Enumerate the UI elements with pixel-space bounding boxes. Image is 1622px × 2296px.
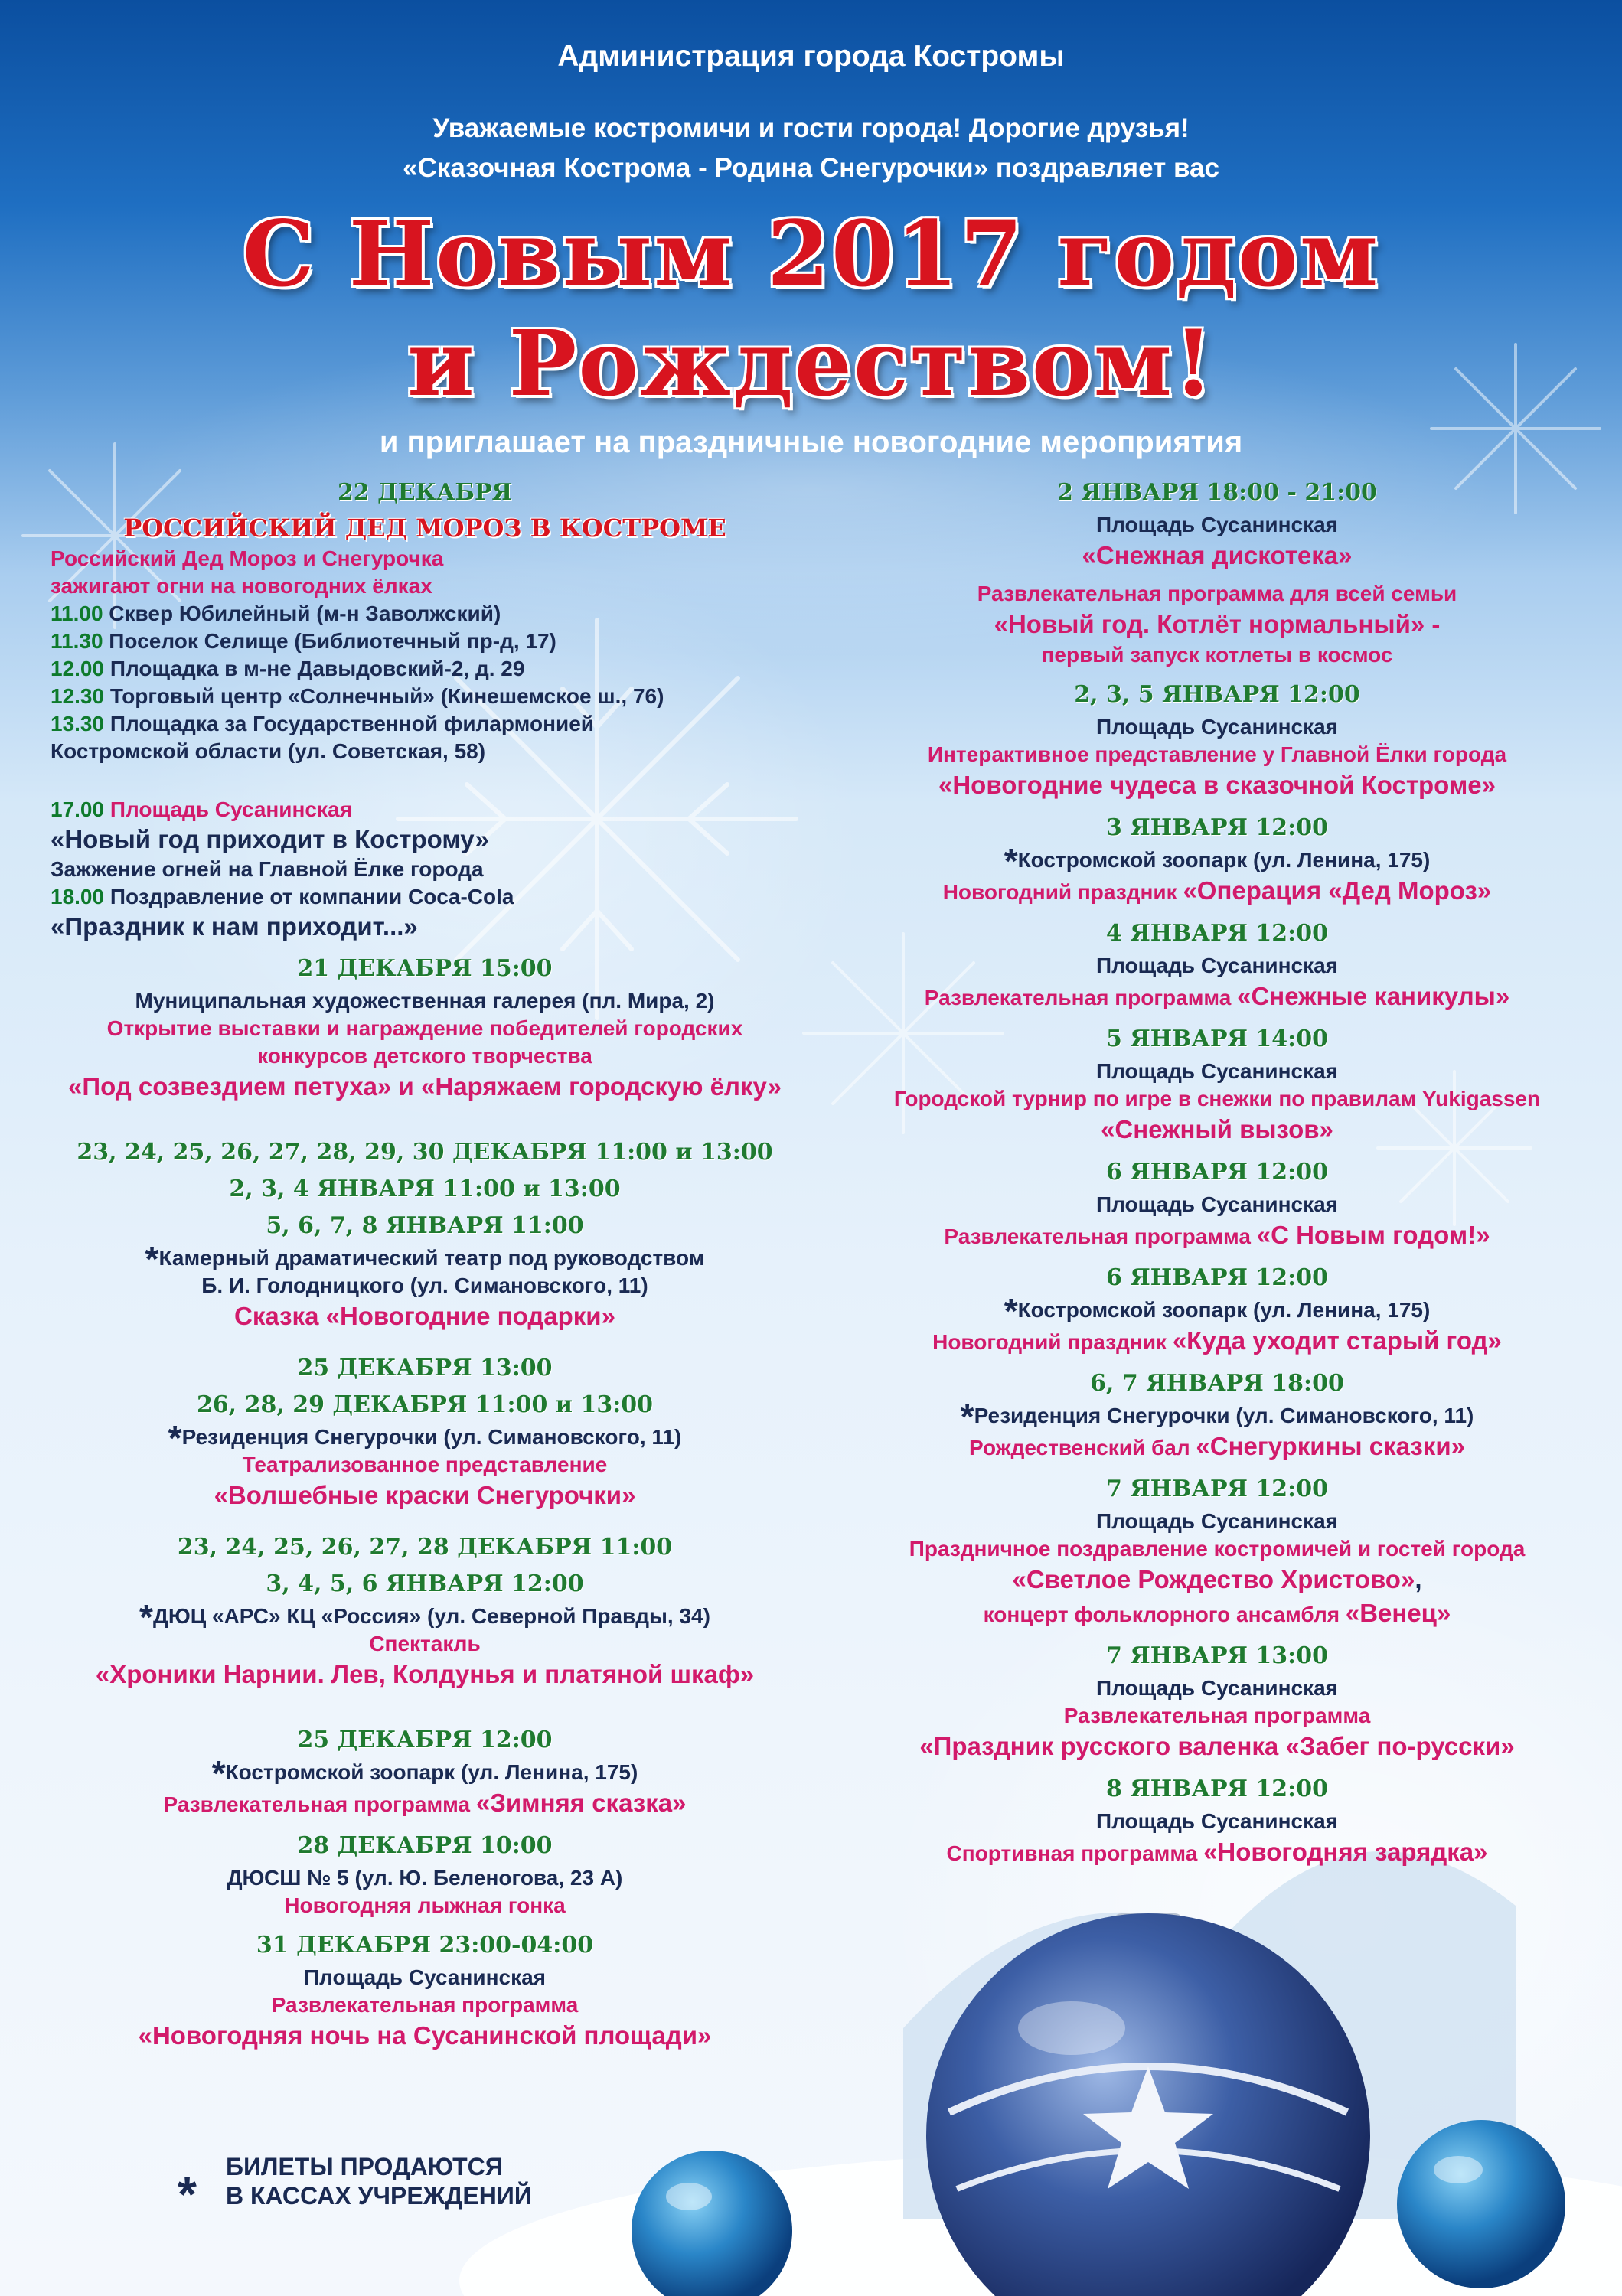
- schedule-place: Площадка за Государственной филармонией: [104, 712, 594, 735]
- event-block: [834, 915, 1600, 1013]
- punctuation: ,: [1415, 1565, 1422, 1593]
- ticket-asterisk: *: [178, 2167, 197, 2222]
- event-description: [834, 1835, 1600, 1869]
- schedule-row: [51, 683, 827, 710]
- event-description: Спектакль: [369, 1632, 481, 1655]
- event-venue: [23, 1418, 827, 1458]
- event-block: [834, 810, 1600, 908]
- event-description: Развлекательная программа: [1063, 1704, 1371, 1727]
- event-venue: Площадь Сусанинская: [1095, 1676, 1339, 1700]
- schedule-row: [51, 600, 827, 628]
- event-description: Городской турнир по игре в снежки по правилам Yukigassen: [893, 1087, 1541, 1110]
- event-venue: Площадь Сусанинская: [303, 1965, 547, 1989]
- event-date: 6 ЯНВАРЯ 12:00: [1106, 1159, 1328, 1186]
- ticket-asterisk: *: [211, 1753, 226, 1793]
- event-type: Развлекательная программа: [924, 986, 1238, 1009]
- event-venue: Муниципальная художественная галерея (пл. Мира, 2): [135, 989, 715, 1013]
- schedule-row: [51, 883, 827, 911]
- event-block: [23, 1927, 827, 2053]
- event-date: 2, 3, 4 ЯНВАРЯ 11:00 и 13:00: [229, 1176, 621, 1202]
- event-venue: [23, 1239, 827, 1279]
- event-block: [23, 951, 827, 1104]
- event-description: [834, 1324, 1600, 1358]
- event-type: Новогодний праздник: [942, 880, 1183, 904]
- event-date: 4 ЯНВАРЯ 12:00: [1106, 920, 1328, 947]
- event-venue: [23, 1597, 827, 1637]
- event-title-row: [834, 1563, 1600, 1596]
- event-venue: Площадь Сусанинская: [1095, 513, 1339, 536]
- administration-title: Администрация города Костромы: [557, 40, 1065, 73]
- event-venue-text: ДЮЦ «АРС» КЦ «Россия» (ул. Северной Правды, 34): [152, 1604, 710, 1628]
- event-title: «Новый год. Котлёт нормальный» -: [994, 610, 1441, 638]
- event-block: [834, 1771, 1600, 1869]
- event-date: 26, 28, 29 ДЕКАБРЯ 11:00 и 13:00: [196, 1391, 654, 1418]
- event-date: 5 ЯНВАРЯ 14:00: [1106, 1026, 1328, 1052]
- event-title: «Операция «Дед Мороз»: [1183, 876, 1492, 905]
- event-date: 23, 24, 25, 26, 27, 28 ДЕКАБРЯ 11:00: [177, 1534, 673, 1561]
- event-block: [834, 1154, 1600, 1252]
- greeting-line-1: Уважаемые костромичи и гости города! Дорогие друзья!: [432, 113, 1190, 143]
- event-venue-text: Камерный драматический театр под руководством: [158, 1246, 705, 1270]
- schedule-time: 17.00: [51, 797, 105, 821]
- event-description: [834, 874, 1600, 908]
- event-date: 21 ДЕКАБРЯ 15:00: [297, 955, 553, 982]
- schedule-place: Площадь Сусанинская: [104, 797, 352, 821]
- schedule-place: Торговый центр «Солнечный» (Кинешемское ш., 76): [104, 684, 664, 708]
- schedule-time: 12.30: [51, 684, 105, 708]
- event-subtitle: РОССИЙСКИЙ ДЕД МОРОЗ В КОСТРОМЕ: [123, 514, 726, 543]
- event-venue: [834, 1291, 1600, 1331]
- event-date: 7 ЯНВАРЯ 13:00: [1106, 1642, 1328, 1669]
- event-date: 25 ДЕКАБРЯ 12:00: [297, 1727, 553, 1753]
- tickets-note: [226, 2152, 532, 2210]
- event-description: Новогодняя лыжная гонка: [284, 1893, 566, 1917]
- event-description: Зажжение огней на Главной Ёлке города: [51, 857, 484, 881]
- event-block: [23, 1350, 827, 1512]
- event-date: 8 ЯНВАРЯ 12:00: [1106, 1776, 1328, 1802]
- event-type: Развлекательная программа: [944, 1225, 1257, 1248]
- event-title: «Куда уходит старый год»: [1172, 1326, 1502, 1355]
- event-venue: Площадь Сусанинская: [1095, 1509, 1339, 1533]
- event-venue-text: Костромской зоопарк (ул. Ленина, 175): [225, 1760, 638, 1784]
- event-venue-text: Костромской зоопарк (ул. Ленина, 175): [1017, 1298, 1431, 1322]
- event-title: «С Новым годом!»: [1256, 1221, 1490, 1249]
- event-title: «Снежная дискотека»: [1082, 541, 1353, 569]
- event-venue: Площадь Сусанинская: [1095, 1809, 1339, 1833]
- schedule-row: [51, 796, 827, 823]
- event-title: «Снегуркины сказки»: [1196, 1432, 1465, 1460]
- event-type: Спортивная программа: [946, 1841, 1204, 1865]
- schedule-place: Поздравление от компании Coca-Cola: [104, 885, 514, 908]
- event-date: 6 ЯНВАРЯ 12:00: [1106, 1264, 1328, 1291]
- event-description: Театрализованное представление: [242, 1453, 608, 1476]
- event-description: [834, 980, 1600, 1013]
- event-description: Развлекательная программа для всей семьи: [977, 582, 1457, 605]
- schedule-place: Сквер Юбилейный (м-н Заволжский): [103, 602, 501, 625]
- ticket-asterisk: *: [1004, 1291, 1018, 1331]
- schedule-row: Костромской области (ул. Советская, 58): [51, 739, 486, 763]
- event-date: 5, 6, 7, 8 ЯНВАРЯ 11:00: [266, 1212, 584, 1239]
- schedule-time: 18.00: [51, 885, 105, 908]
- schedule-time: 11.00: [51, 602, 103, 625]
- event-block: [23, 1722, 827, 1820]
- ticket-asterisk: *: [139, 1597, 153, 1637]
- event-date: 28 ДЕКАБРЯ 10:00: [297, 1832, 553, 1859]
- event-title: «Хроники Нарнии. Лев, Колдунья и платяной шкаф»: [95, 1660, 755, 1688]
- event-venue-text: Костромской зоопарк (ул. Ленина, 175): [1017, 848, 1431, 872]
- event-venue: Площадь Сусанинская: [1095, 1059, 1339, 1083]
- event-title: «Снежный вызов»: [1101, 1115, 1333, 1143]
- event-date: 2 ЯНВАРЯ 18:00 - 21:00: [1057, 479, 1377, 506]
- greeting-line-2: «Сказочная Кострома - Родина Снегурочки» поздравляет вас: [403, 153, 1219, 183]
- event-title: «Праздник русского валенка «Забег по-русски»: [919, 1732, 1515, 1760]
- event-venue: [834, 841, 1600, 881]
- event-date: 6, 7 ЯНВАРЯ 18:00: [1090, 1370, 1344, 1397]
- event-description: зажигают огни на новогодних ёлках: [51, 574, 432, 598]
- event-title: «Новогодняя зарядка»: [1203, 1838, 1488, 1866]
- event-venue: Б. И. Голодницкого (ул. Симановского, 11): [201, 1274, 648, 1297]
- ticket-asterisk: *: [168, 1418, 182, 1458]
- schedule-row: [51, 655, 827, 683]
- event-venue: [23, 1753, 827, 1793]
- event-date: 25 ДЕКАБРЯ 13:00: [297, 1355, 553, 1381]
- ticket-asterisk: *: [960, 1397, 974, 1437]
- event-title: «Новогодняя ночь на Сусанинской площади»: [138, 2021, 712, 2050]
- left-events-column: [23, 475, 827, 2053]
- main-title-line-2: и Рождеством!: [407, 310, 1215, 416]
- right-events-column: [834, 475, 1600, 1869]
- schedule-place: Поселок Селище (Библиотечный пр-д, 17): [103, 629, 556, 653]
- schedule-place: Площадка в м-не Давыдовский-2, д. 29: [104, 657, 525, 680]
- event-title: «Новый год приходит в Кострому»: [51, 825, 489, 853]
- event-title: «Светлое Рождество Христово»: [1012, 1565, 1415, 1593]
- event-venue: Площадь Сусанинская: [1095, 715, 1339, 739]
- event-title: «Снежные каникулы»: [1237, 982, 1510, 1010]
- event-type: Развлекательная программа: [163, 1792, 476, 1816]
- event-block: [23, 1134, 827, 1333]
- schedule-time: 11.30: [51, 629, 103, 653]
- event-date: 2, 3, 5 ЯНВАРЯ 12:00: [1074, 681, 1360, 708]
- event-date: 31 ДЕКАБРЯ 23:00-04:00: [256, 1932, 594, 1958]
- schedule-time: 12.00: [51, 657, 105, 680]
- event-title: «Венец»: [1345, 1599, 1451, 1627]
- event-date: 3 ЯНВАРЯ 12:00: [1106, 814, 1328, 841]
- event-description: [834, 1218, 1600, 1252]
- event-title: «Новогодние чудеса в сказочной Костроме»: [938, 771, 1496, 799]
- event-type: Новогодний праздник: [932, 1330, 1173, 1354]
- event-date: 23, 24, 25, 26, 27, 28, 29, 30 ДЕКАБРЯ 11:00 и 13:00: [77, 1139, 773, 1166]
- event-type: концерт фольклорного ансамбля: [983, 1603, 1346, 1626]
- event-description: Развлекательная программа: [271, 1993, 579, 2017]
- event-description: конкурсов детского творчества: [257, 1044, 592, 1068]
- event-block: [23, 475, 827, 943]
- event-block: [834, 1638, 1600, 1763]
- event-description: Интерактивное представление у Главной Ёлки города: [927, 742, 1507, 766]
- event-title: «Зимняя сказка»: [475, 1789, 687, 1817]
- event-venue-text: Резиденция Снегурочки (ул. Симановского, 11): [181, 1425, 682, 1449]
- event-title: «Под созвездием петуха» и «Наряжаем городскую ёлку»: [68, 1072, 782, 1101]
- event-title: Сказка «Новогодние подарки»: [234, 1302, 615, 1330]
- event-description: [834, 1596, 1600, 1630]
- event-title: «Волшебные краски Снегурочки»: [214, 1481, 636, 1509]
- event-block: [834, 1471, 1600, 1630]
- invitation-line: и приглашает на праздничные новогодние мероприятия: [379, 426, 1243, 459]
- event-date: 3, 4, 5, 6 ЯНВАРЯ 12:00: [266, 1570, 584, 1597]
- event-block: [834, 677, 1600, 802]
- schedule-row: [51, 710, 827, 738]
- event-description: [834, 1430, 1600, 1463]
- event-block: [23, 1529, 827, 1691]
- event-block: [23, 1828, 827, 1919]
- schedule-time: 13.30: [51, 712, 105, 735]
- event-title: «Праздник к нам приходит...»: [51, 912, 418, 941]
- tickets-note-line: БИЛЕТЫ ПРОДАЮТСЯ: [226, 2153, 503, 2180]
- event-type: Рождественский бал: [969, 1436, 1196, 1459]
- event-date: 7 ЯНВАРЯ 12:00: [1106, 1476, 1328, 1502]
- event-block: [834, 1260, 1600, 1358]
- ticket-asterisk: *: [1004, 841, 1018, 881]
- event-description: Российский Дед Мороз и Снегурочка: [51, 546, 444, 570]
- event-description: Праздничное поздравление костромичей и гостей города: [909, 1537, 1526, 1561]
- event-venue: [834, 1397, 1600, 1437]
- main-title-line-1: С Новым 2017 годом: [242, 201, 1380, 307]
- schedule-row: [51, 628, 827, 655]
- event-date: 22 ДЕКАБРЯ: [337, 479, 513, 506]
- event-description: первый запуск котлеты в космос: [1041, 643, 1393, 667]
- ticket-asterisk: *: [145, 1239, 159, 1279]
- event-description: [23, 1786, 827, 1820]
- event-venue: Площадь Сусанинская: [1095, 1192, 1339, 1216]
- tickets-note-line: В КАССАХ УЧРЕЖДЕНИЙ: [226, 2182, 532, 2210]
- event-block: [834, 475, 1600, 669]
- event-block: [834, 1021, 1600, 1146]
- event-venue: ДЮСШ № 5 (ул. Ю. Беленогова, 23 А): [227, 1866, 623, 1890]
- event-venue: Площадь Сусанинская: [1095, 954, 1339, 977]
- event-description: Открытие выставки и награждение победителей городских: [106, 1016, 743, 1040]
- event-venue-text: Резиденция Снегурочки (ул. Симановского, 11): [974, 1404, 1474, 1427]
- event-block: [834, 1365, 1600, 1463]
